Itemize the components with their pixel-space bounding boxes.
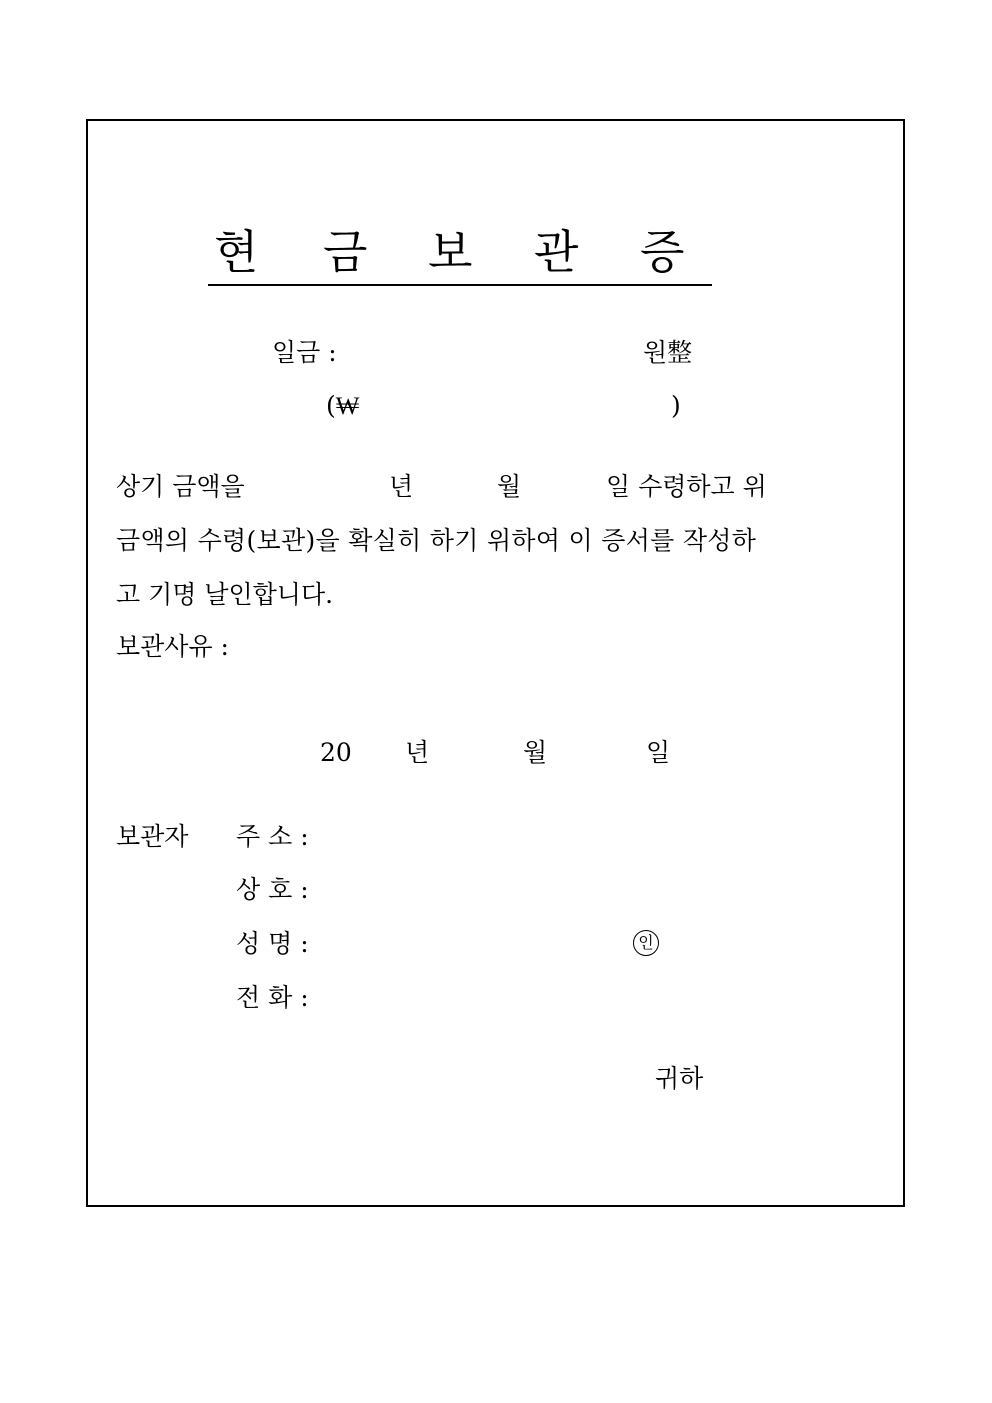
date-year-prefix: 20	[320, 738, 352, 767]
title-char-3: 보	[428, 225, 473, 279]
reason-label: 보관사유 :	[116, 632, 229, 661]
body-line1-month: 월	[497, 472, 522, 501]
seal-mark: 인	[633, 930, 659, 956]
date-day: 일	[646, 738, 671, 767]
closing-honorific: 귀하	[655, 1064, 704, 1093]
company-label: 상 호 :	[236, 875, 309, 904]
title-char-2: 금	[323, 225, 368, 279]
document-title	[208, 226, 712, 286]
title-char-1: 현	[214, 225, 259, 279]
body-line2: 금액의 수령(보관)을 확실히 하기 위하여 이 증서를 작성하	[116, 526, 757, 555]
date-year: 년	[405, 738, 430, 767]
body-line1-start: 상기 금액을	[116, 472, 245, 501]
title-char-4: 관	[534, 225, 579, 279]
won-open: (₩	[326, 391, 360, 420]
title-char-5: 증	[640, 225, 685, 279]
amount-label: 일금 :	[272, 338, 337, 367]
body-line1-year: 년	[389, 472, 414, 501]
address-label: 주 소 :	[236, 822, 309, 851]
keeper-label: 보관자	[116, 822, 189, 851]
date-month: 월	[523, 738, 548, 767]
body-line1-end: 일 수령하고 위	[606, 472, 767, 501]
won-close: )	[671, 391, 681, 420]
name-label: 성 명 :	[236, 929, 309, 958]
amount-unit: 원整	[643, 338, 693, 367]
phone-label: 전 화 :	[236, 983, 309, 1012]
body-line3: 고 기명 날인합니다.	[116, 580, 334, 609]
